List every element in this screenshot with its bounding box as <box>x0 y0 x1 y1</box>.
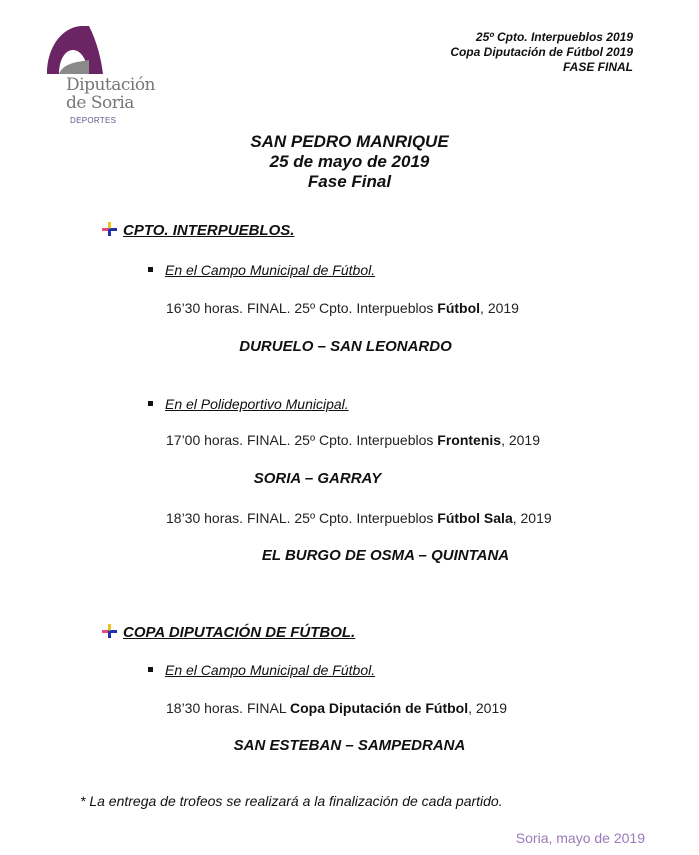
event-line: 16’30 horas. FINAL. 25º Cpto. Interpueblos Fútbol, 2019 <box>166 300 519 316</box>
arch-logo-icon <box>45 24 105 80</box>
plus-bullet-icon <box>102 624 117 638</box>
event-line: 18’30 horas. FINAL Copa Diputación de Fútbol, 2019 <box>166 700 508 716</box>
venue-polideportivo: En el Polideportivo Municipal. <box>148 396 349 412</box>
event-line: 17’00 horas. FINAL. 25º Cpto. Interpueblos Frontenis, 2019 <box>166 432 540 448</box>
square-bullet-icon <box>148 267 153 272</box>
title-phase: Fase Final <box>307 172 392 191</box>
logo-subtitle: DEPORTES <box>70 116 117 125</box>
logo-title-line1: Diputación <box>66 75 156 95</box>
match-teams: EL BURGO DE OSMA – QUINTANA <box>261 547 510 564</box>
section-heading-interpueblos: CPTO. INTERPUEBLOS. <box>102 222 294 239</box>
header-line1: 25º Cpto. Interpueblos 2019 <box>475 30 633 44</box>
plus-bullet-icon <box>102 222 117 236</box>
event-line: 18’30 horas. FINAL. 25º Cpto. Interpueblos Fútbol Sala, 2019 <box>166 510 552 526</box>
header-line3: FASE FINAL <box>562 60 633 74</box>
venue-campo-municipal: En el Campo Municipal de Fútbol. <box>148 262 375 278</box>
diputacion-soria-logo <box>40 24 170 124</box>
trophy-note: * La entrega de trofeos se realizará a la finalización de cada partido. <box>80 793 503 809</box>
header-line2: Copa Diputación de Fútbol 2019 <box>450 45 633 59</box>
match-teams: SAN ESTEBAN – SAMPEDRANA <box>233 737 466 754</box>
place-date: Soria, mayo de 2019 <box>515 830 645 846</box>
document-header <box>450 30 633 75</box>
section-heading-copa: COPA DIPUTACIÓN DE FÚTBOL. <box>102 624 355 641</box>
match-teams: SORIA – GARRAY <box>253 470 382 487</box>
document-title <box>0 132 699 192</box>
logo-title-line2: de Soria <box>66 93 134 113</box>
venue-campo-municipal: En el Campo Municipal de Fútbol. <box>148 662 375 678</box>
title-location: SAN PEDRO MANRIQUE <box>250 132 449 151</box>
match-teams: DURUELO – SAN LEONARDO <box>239 338 452 355</box>
square-bullet-icon <box>148 667 153 672</box>
square-bullet-icon <box>148 401 153 406</box>
title-date: 25 de mayo de 2019 <box>269 152 430 171</box>
